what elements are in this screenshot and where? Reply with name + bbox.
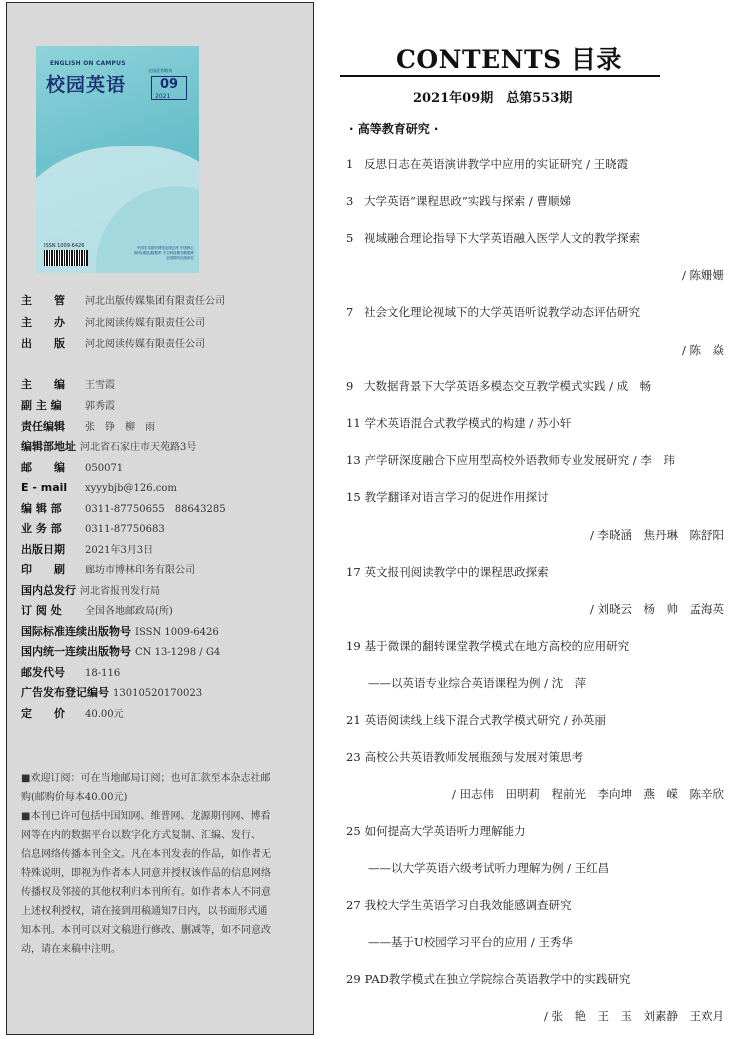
info-row: 业 务 部 0311-87750683 [21, 522, 165, 535]
subscription-notice [21, 769, 313, 959]
section-heading: · 高等教育研究 · [349, 122, 439, 136]
info-row: 主 管 河北出版传媒集团有限责任公司 [21, 294, 225, 307]
title-divider [340, 75, 660, 77]
toc-entry[interactable]: 17 英文报刊阅读教学中的课程思政探索 [346, 565, 549, 579]
notice-line: 上述权利授权，请在接到用稿通知7日内，以书面形式通 [21, 906, 268, 917]
toc-entry[interactable]: 5 视域融合理论指导下大学英语融入医学人文的教学探索 [346, 231, 640, 245]
info-row: 责任编辑 张 铮 柳 雨 [21, 420, 155, 433]
cover-tag: 全国优秀期刊 [148, 68, 172, 73]
notice-line: 动，请在来稿中注明。 [21, 944, 121, 955]
toc-entry[interactable]: 19 基于微课的翻转课堂教学模式在地方高校的应用研究 [346, 639, 630, 653]
toc-entry-subtitle: ——以大学英语六级考试听力理解为例 / 王红昌 [368, 861, 610, 875]
toc-entry[interactable]: 23 高校公共英语教师发展瓶颈与发展对策思考 [346, 750, 584, 764]
toc-entry[interactable]: 7 社会文化理论视域下的大学英语听说教学动态评估研究 [346, 305, 640, 319]
info-row: 编辑部地址 河北省石家庄市天苑路3号 [21, 440, 197, 453]
barcode-icon [44, 250, 88, 266]
info-row: 主 编 王雪霞 [21, 378, 115, 391]
notice-line: 特殊说明，即视为作者本人同意并授权该作品的信息网络 [21, 868, 271, 879]
toc-entry-author: / 李晓涵 焦丹琳 陈舒阳 [589, 528, 724, 542]
toc-entry[interactable]: 11 学术英语混合式教学模式的构建 / 苏小轩 [346, 416, 572, 430]
toc-entry-subtitle: ——基于U校园学习平台的应用 / 王秀华 [368, 935, 573, 949]
toc-entry[interactable]: 1 反思日志在英语演讲教学中应用的实证研究 / 王晓霞 [346, 157, 629, 171]
toc-entry[interactable]: 25 如何提高大学英语听力理解能力 [346, 824, 526, 838]
notice-line: 知本刊。本刊可以对文稿进行修改、删减等，如不同意改 [21, 925, 271, 936]
notice-line: 传播权及邻接的其他权利归本刊所有。如作者本人不同意 [21, 887, 271, 898]
toc-entry-author: / 张 艳 王 玉 刘素静 王欢月 [543, 1009, 724, 1023]
toc-entry[interactable]: 15 教学翻译对语言学习的促进作用探讨 [346, 490, 549, 504]
info-row: 编 辑 部 0311-87750655 88643285 [21, 502, 226, 515]
info-row: 国内总发行 河北省报刊发行局 [21, 584, 160, 597]
cover-issn: ISSN 1009-6426 [44, 243, 85, 249]
notice-line: 信息网络传播本刊全文。凡在本刊发表的作品，如作者无 [21, 849, 271, 860]
toc-entry[interactable]: 27 我校大学生英语学习自我效能感调查研究 [346, 898, 572, 912]
toc-entry-author: / 陈姗姗 [681, 268, 724, 282]
info-row: 主 办 河北阅读传媒有限责任公司 [21, 316, 205, 329]
masthead-panel [6, 2, 314, 1035]
info-row: 印 刷 廊坊市博林印务有限公司 [21, 563, 195, 576]
toc-entry-author: / 陈 焱 [681, 343, 724, 357]
info-row: 订 阅 处 全国各地邮政局(所) [21, 604, 173, 617]
toc-entry[interactable]: 3 大学英语“课程思政”实践与探索 / 曹顺娣 [346, 194, 571, 208]
cover-publisher-lines: 中国学术期刊网络出版总库 中国核心期刊(遴选)数据库 中文科技期刊数据库 全国期刊出版单位 [134, 246, 194, 260]
info-row: 定 价 40.00元 [21, 707, 124, 720]
toc-entry-author: / 田志伟 田明莉 程前光 李向坤 燕 嵘 陈辛欣 [451, 787, 724, 801]
info-row: 广告发布登记编号 13010520170023 [21, 686, 203, 699]
info-row: 国内统一连续出版物号 CN 13-1298 / G4 [21, 645, 221, 658]
info-row: 出 版 河北阅读传媒有限责任公司 [21, 337, 205, 350]
info-row: 出版日期 2021年3月3日 [21, 543, 154, 556]
toc-entry[interactable]: 21 英语阅读线上线下混合式教学模式研究 / 孙英丽 [346, 713, 606, 727]
toc-entry[interactable]: 13 产学研深度融合下应用型高校外语教师专业发展研究 / 李 玮 [346, 453, 675, 467]
issue-line: 2021年09期 总第553期 [413, 91, 573, 106]
page-title: CONTENTS 目录 [396, 45, 622, 74]
toc-entry[interactable]: 9 大数据背景下大学英语多模态交互教学模式实践 / 成 畅 [346, 379, 652, 393]
notice-line: 购(邮购价每本40.00元) [21, 792, 128, 803]
cover-english-title: ENGLISH ON CAMPUS [50, 60, 126, 67]
info-row: 邮发代号 18-116 [21, 666, 121, 679]
notice-line: ■本刊已许可包括中国知网、维普网、龙源期刊网、博看 [21, 811, 271, 822]
cover-issue-number: 09 [151, 76, 187, 100]
notice-line: 网等在内的数据平台以数字化方式复制、汇编、发行、 [21, 830, 261, 841]
cover-title: 校园英语 [46, 74, 127, 96]
toc-entry-author: / 刘晓云 杨 帅 孟海英 [589, 602, 724, 616]
info-row: 副 主 编 郭秀霞 [21, 399, 115, 412]
toc-entry[interactable]: 29 PAD教学模式在独立学院综合英语教学中的实践研究 [346, 972, 631, 986]
magazine-cover-image [36, 46, 199, 273]
info-row: 国际标准连续出版物号 ISSN 1009-6426 [21, 625, 219, 638]
info-row: E - mail xyyybjb@126.com [21, 481, 177, 494]
toc-entry-subtitle: ——以英语专业综合英语课程为例 / 沈 萍 [368, 676, 587, 690]
info-row: 邮 编 050071 [21, 461, 124, 474]
cover-issue-year: 2021 [155, 93, 171, 100]
notice-line: ■欢迎订阅：可在当地邮局订阅；也可汇款至本杂志社邮 [21, 773, 271, 784]
